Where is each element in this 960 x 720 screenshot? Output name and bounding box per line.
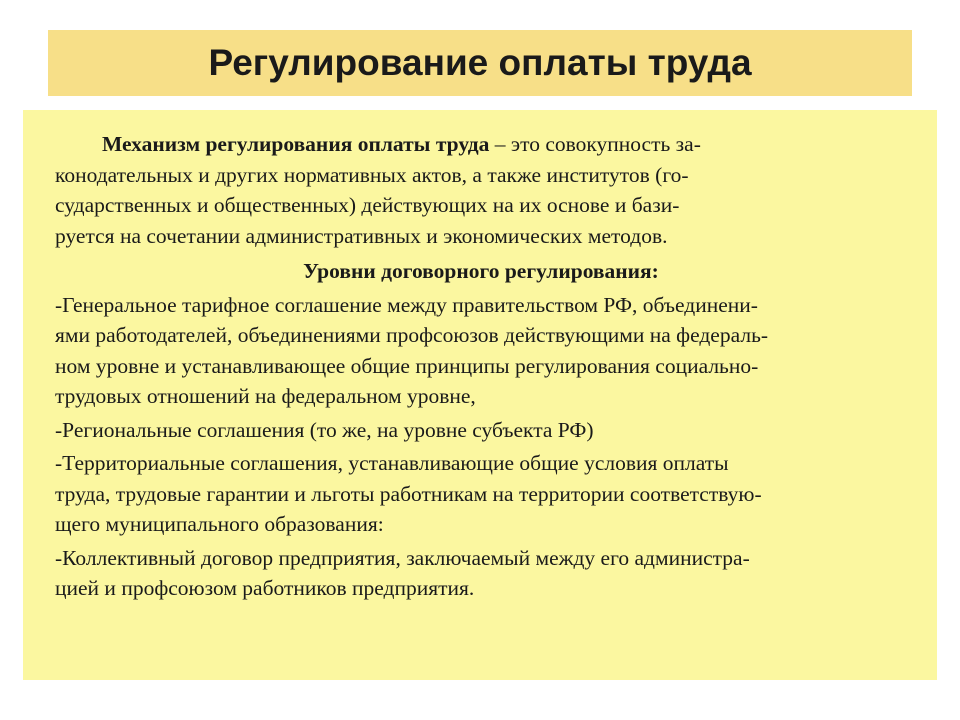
definition-line-4: руется на сочетании административных и экономических методов. — [55, 223, 668, 248]
levels-heading: Уровни договорного регулирования: — [303, 259, 659, 283]
list-item-line: труда, трудовые гарантии и льготы работникам на территории соответствую- — [55, 481, 762, 506]
list-item-line: цией и профсоюзом работников предприятия. — [55, 576, 475, 600]
title-bar — [48, 30, 912, 96]
definition-line-1-rest: – это совокупность за- — [489, 132, 701, 156]
list-item-line: ями работодателей, объединениями профсоюзов действующими на федераль- — [55, 323, 769, 347]
list-item-line: трудовых отношений на федеральном уровне, — [55, 384, 476, 408]
content-box — [23, 110, 937, 680]
list-item-collective-agreement — [55, 543, 907, 604]
list-item-line: -Региональные соглашения (то же, на уровне субъекта РФ) — [55, 417, 594, 442]
list-item-territorial-agreements — [55, 448, 907, 540]
list-item-regional-agreements — [55, 415, 907, 446]
list-item-line: -Генеральное тарифное соглашение между правительством РФ, объединени- — [55, 292, 758, 317]
list-item-line: -Коллективный договор предприятия, заключаемый между его администра- — [55, 545, 750, 570]
definition-line-2: конодательных и других нормативных актов, а также институтов (го- — [55, 162, 689, 187]
slide-title: Регулирование оплаты труда — [208, 42, 752, 83]
definition-line-1 — [55, 129, 907, 160]
list-item-line: щего муниципального образования: — [55, 512, 384, 536]
definition-line-3: сударственных и общественных) действующих на их основе и бази- — [55, 193, 680, 217]
list-item-line: ном уровне и устанавливающее общие принципы регулирования социально- — [55, 353, 759, 378]
list-item-general-agreement — [55, 290, 907, 412]
definition-term: Механизм регулирования оплаты труда — [102, 132, 490, 156]
list-item-line: -Территориальные соглашения, устанавливающие общие условия оплаты — [55, 451, 729, 475]
